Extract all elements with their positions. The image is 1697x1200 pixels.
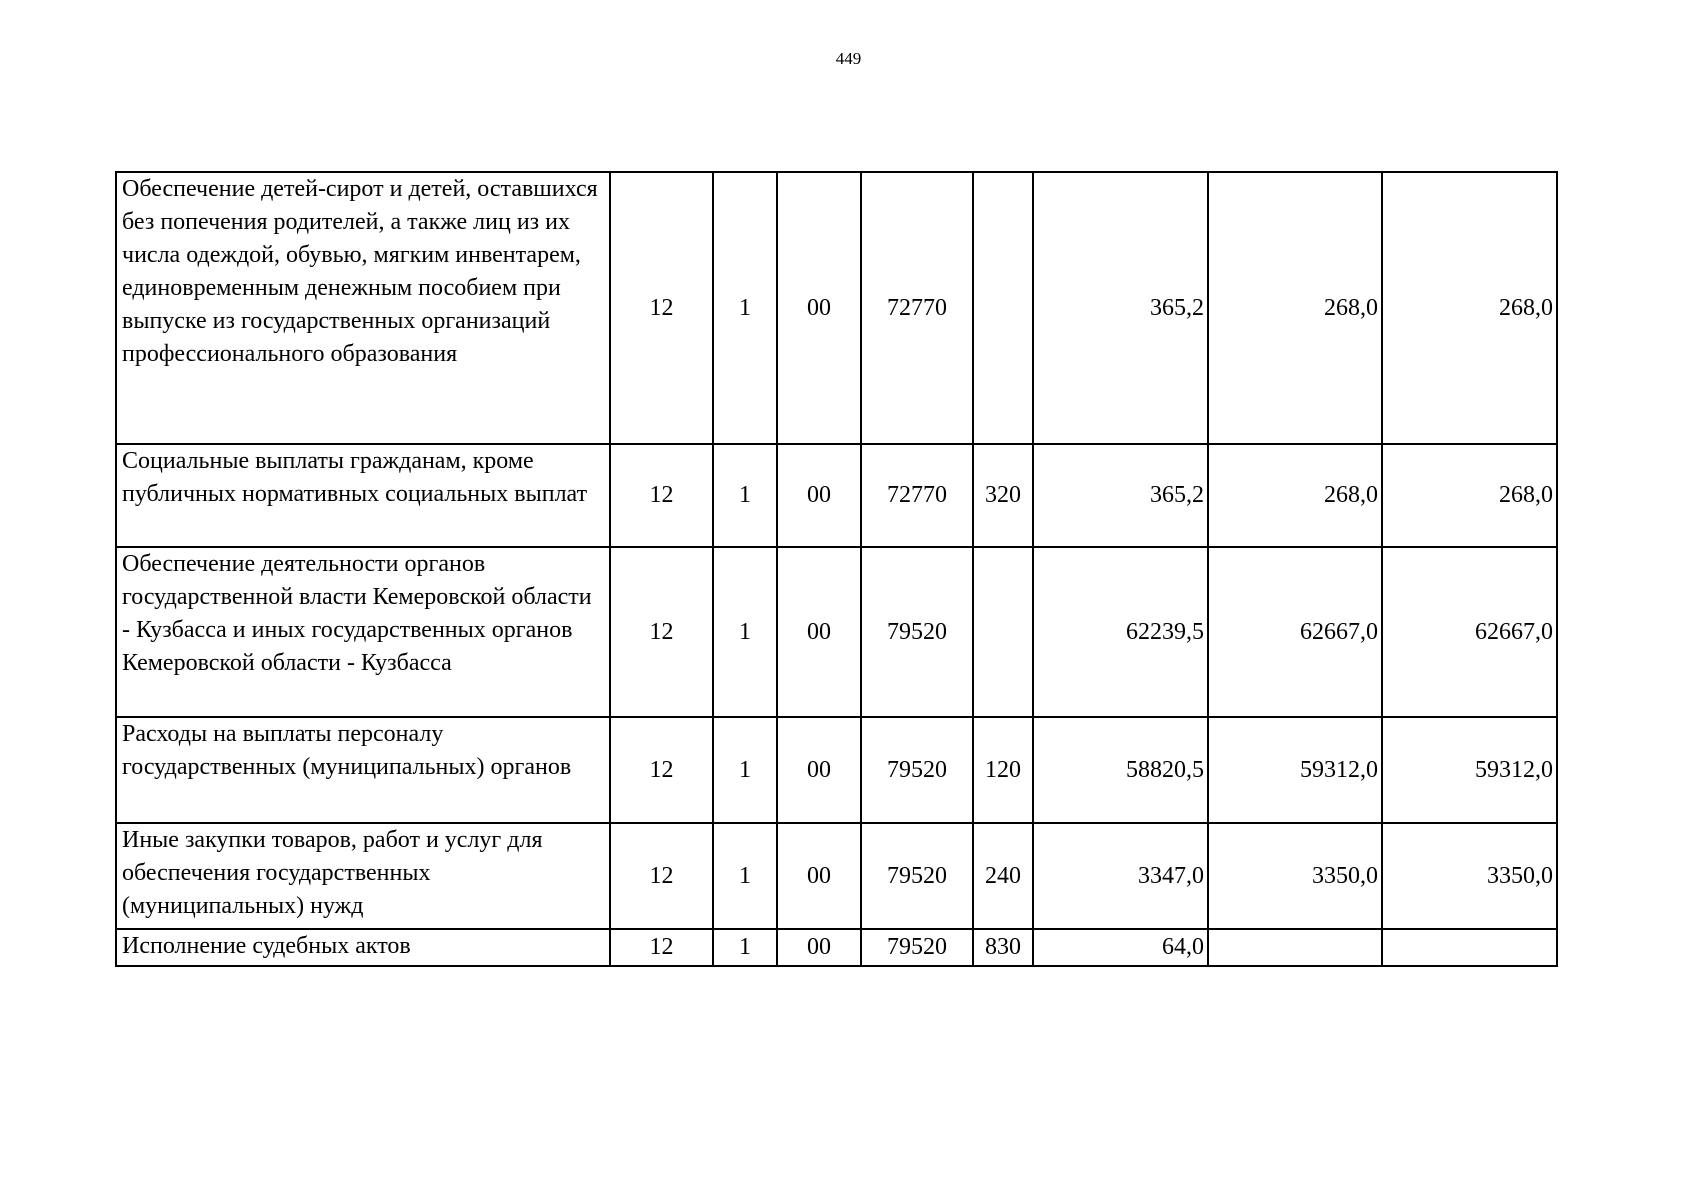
program-cell: 00 xyxy=(777,444,861,547)
subsection-cell: 1 xyxy=(713,823,777,929)
expense-type-cell: 240 xyxy=(973,823,1033,929)
expense-name-cell: Иные закупки товаров, работ и услуг для обеспечения государственных (муниципальных) нужд xyxy=(116,823,610,929)
table-row xyxy=(116,172,1557,444)
sum-2-cell: 62667,0 xyxy=(1208,547,1382,717)
subsection-cell: 1 xyxy=(713,444,777,547)
sum-1-cell: 64,0 xyxy=(1033,929,1208,966)
expense-type-cell: 320 xyxy=(973,444,1033,547)
expense-name-cell: Обеспечение детей-сирот и детей, оставшихся без попечения родителей, а также лиц из их числа одеждой, обувью, мягким инвентарем, единовременным денежным пособием при выпуске из государственных организаций профессионального образования xyxy=(116,172,610,444)
expense-type-cell xyxy=(973,547,1033,717)
sum-2-cell: 59312,0 xyxy=(1208,717,1382,823)
target-article-cell: 72770 xyxy=(861,444,973,547)
expense-name-cell: Обеспечение деятельности органов государственной власти Кемеровской области - Кузбасса и иных государственных органов Кемеровской области - Кузбасса xyxy=(116,547,610,717)
expense-name-cell: Расходы на выплаты персоналу государственных (муниципальных) органов xyxy=(116,717,610,823)
sum-2-cell: 268,0 xyxy=(1208,444,1382,547)
sum-3-cell: 3350,0 xyxy=(1382,823,1557,929)
subsection-cell: 1 xyxy=(713,929,777,966)
expense-name-cell: Исполнение судебных актов xyxy=(116,929,610,966)
expense-type-cell: 120 xyxy=(973,717,1033,823)
program-cell: 00 xyxy=(777,823,861,929)
sum-2-cell: 268,0 xyxy=(1208,172,1382,444)
expense-type-cell xyxy=(973,172,1033,444)
table-row xyxy=(116,444,1557,547)
expense-type-cell: 830 xyxy=(973,929,1033,966)
sum-2-cell xyxy=(1208,929,1382,966)
section-cell: 12 xyxy=(610,823,713,929)
page-number: 449 xyxy=(835,49,862,68)
section-cell: 12 xyxy=(610,929,713,966)
sum-3-cell: 268,0 xyxy=(1382,444,1557,547)
target-article-cell: 79520 xyxy=(861,823,973,929)
target-article-cell: 79520 xyxy=(861,547,973,717)
section-cell: 12 xyxy=(610,172,713,444)
sum-3-cell: 59312,0 xyxy=(1382,717,1557,823)
sum-3-cell xyxy=(1382,929,1557,966)
budget-table xyxy=(115,171,1558,967)
program-cell: 00 xyxy=(777,172,861,444)
table-row xyxy=(116,929,1557,966)
sum-2-cell: 3350,0 xyxy=(1208,823,1382,929)
target-article-cell: 72770 xyxy=(861,172,973,444)
sum-1-cell: 3347,0 xyxy=(1033,823,1208,929)
sum-1-cell: 365,2 xyxy=(1033,444,1208,547)
section-cell: 12 xyxy=(610,444,713,547)
program-cell: 00 xyxy=(777,717,861,823)
subsection-cell: 1 xyxy=(713,172,777,444)
program-cell: 00 xyxy=(777,929,861,966)
table-row xyxy=(116,717,1557,823)
sum-3-cell: 268,0 xyxy=(1382,172,1557,444)
section-cell: 12 xyxy=(610,547,713,717)
table-row xyxy=(116,823,1557,929)
sum-3-cell: 62667,0 xyxy=(1382,547,1557,717)
subsection-cell: 1 xyxy=(713,547,777,717)
section-cell: 12 xyxy=(610,717,713,823)
expense-name-cell: Социальные выплаты гражданам, кроме публичных нормативных социальных выплат xyxy=(116,444,610,547)
sum-1-cell: 58820,5 xyxy=(1033,717,1208,823)
subsection-cell: 1 xyxy=(713,717,777,823)
target-article-cell: 79520 xyxy=(861,717,973,823)
program-cell: 00 xyxy=(777,547,861,717)
table-row xyxy=(116,547,1557,717)
sum-1-cell: 62239,5 xyxy=(1033,547,1208,717)
sum-1-cell: 365,2 xyxy=(1033,172,1208,444)
target-article-cell: 79520 xyxy=(861,929,973,966)
